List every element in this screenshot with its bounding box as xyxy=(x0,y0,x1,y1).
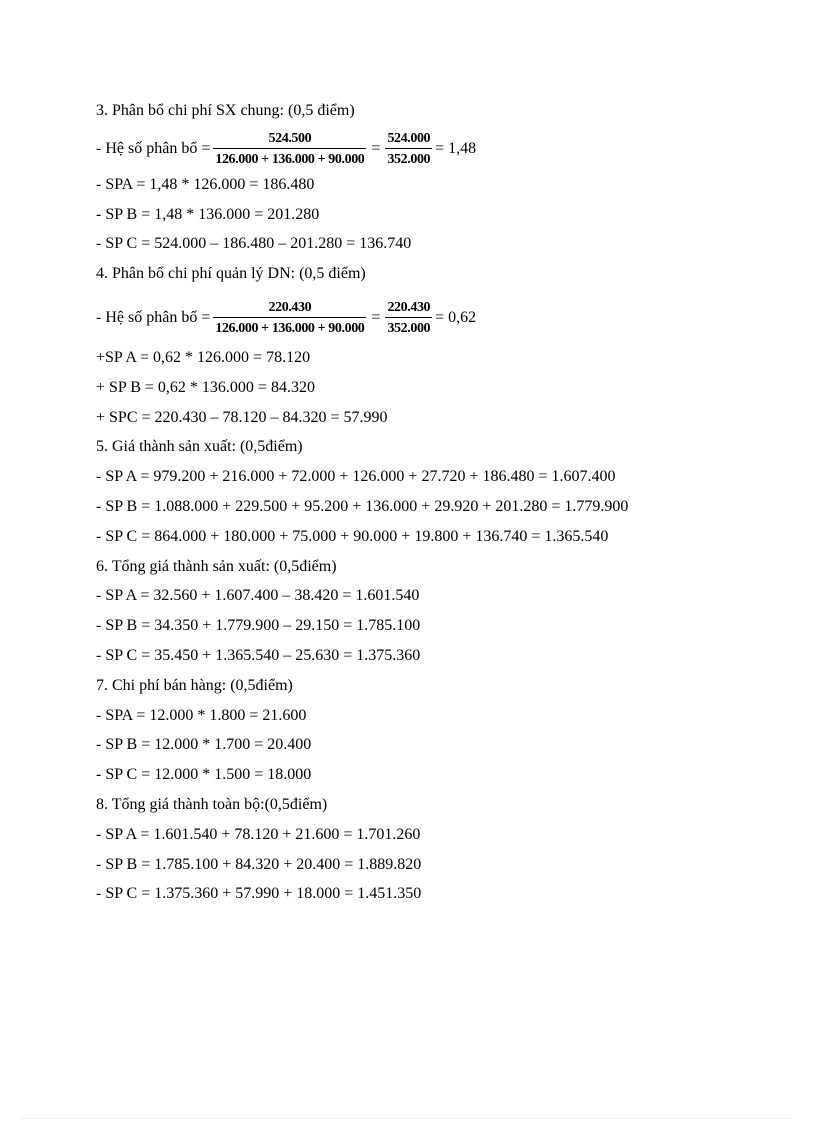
formula-prefix: - Hệ số phân bổ = xyxy=(96,139,211,157)
calc-line: - SP B = 1.088.000 + 229.500 + 95.200 + 136.000 + 29.920 + 201.280 = 1.779.900 xyxy=(96,497,629,515)
calc-line: - SP C = 864.000 + 180.000 + 75.000 + 90.000 + 19.800 + 136.740 = 1.365.540 xyxy=(96,527,609,545)
fraction-numerator: 220.430 xyxy=(268,299,312,315)
calc-line: - SP C = 1.375.360 + 57.990 + 18.000 = 1.451.350 xyxy=(96,885,422,903)
fraction-numerator: 524.000 xyxy=(387,130,431,146)
fraction-simplified xyxy=(385,130,432,168)
section-heading-6: 6. Tổng giá thành sản xuất: (0,5điểm) xyxy=(96,557,337,575)
calc-line: + SP B = 0,62 * 136.000 = 84.320 xyxy=(96,378,315,396)
section-heading-5: 5. Giá thành sản xuất: (0,5điểm) xyxy=(96,438,303,456)
fraction-total xyxy=(213,130,366,168)
fraction-denominator: 126.000 + 136.000 + 90.000 xyxy=(213,148,366,168)
section-heading-7: 7. Chi phí bán hàng: (0,5điểm) xyxy=(96,676,293,694)
calc-line: - SPA = 1,48 * 126.000 = 186.480 xyxy=(96,175,315,193)
section-heading-8: 8. Tổng giá thành toàn bộ:(0,5điểm) xyxy=(96,795,328,813)
section-heading-3: 3. Phân bổ chi phí SX chung: (0,5 điểm) xyxy=(96,102,355,119)
calc-line: - SP C = 524.000 – 186.480 – 201.280 = 136.740 xyxy=(96,235,412,253)
fraction-denominator: 352.000 xyxy=(385,317,432,337)
formula-result: = 1,48 xyxy=(435,139,477,157)
equals-sign: = xyxy=(371,139,381,157)
fraction-numerator: 220.430 xyxy=(387,299,431,315)
calc-line: - SP A = 1.601.540 + 78.120 + 21.600 = 1.701.260 xyxy=(96,825,421,843)
calc-line: + SPC = 220.430 – 78.120 – 84.320 = 57.990 xyxy=(96,408,388,426)
calc-line: - SP B = 12.000 * 1.700 = 20.400 xyxy=(96,736,312,754)
fraction-denominator: 126.000 + 136.000 + 90.000 xyxy=(213,317,366,337)
fraction-total xyxy=(213,299,366,337)
equals-sign: = xyxy=(371,308,381,326)
calc-line: - SP A = 979.200 + 216.000 + 72.000 + 126.000 + 27.720 + 186.480 = 1.607.400 xyxy=(96,468,616,486)
calc-line: +SP A = 0,62 * 126.000 = 78.120 xyxy=(96,348,311,366)
calc-line: - SP B = 34.350 + 1.779.900 – 29.150 = 1.785.100 xyxy=(96,617,421,635)
calc-line: - SP B = 1,48 * 136.000 = 201.280 xyxy=(96,205,320,223)
calc-line: - SP C = 12.000 * 1.500 = 18.000 xyxy=(96,766,312,784)
calc-line: - SP C = 35.450 + 1.365.540 – 25.630 = 1.375.360 xyxy=(96,646,421,664)
page-bottom-rule xyxy=(22,1118,792,1119)
section-heading-4: 4. Phân bổ chi phí quản lý DN: (0,5 điểm) xyxy=(96,265,366,283)
calc-line: - SP B = 1.785.100 + 84.320 + 20.400 = 1.889.820 xyxy=(96,855,422,873)
calc-line: - SPA = 12.000 * 1.800 = 21.600 xyxy=(96,706,307,724)
fraction-simplified xyxy=(385,299,432,337)
allocation-formula-4 xyxy=(96,294,736,342)
fraction-denominator: 352.000 xyxy=(385,148,432,168)
calc-line: - SP A = 32.560 + 1.607.400 – 38.420 = 1.601.540 xyxy=(96,587,420,605)
document-body xyxy=(96,101,736,914)
fraction-numerator: 524.500 xyxy=(268,130,312,146)
allocation-formula-3 xyxy=(96,125,736,173)
formula-result: = 0,62 xyxy=(435,308,477,326)
formula-prefix: - Hệ số phân bổ = xyxy=(96,308,211,326)
